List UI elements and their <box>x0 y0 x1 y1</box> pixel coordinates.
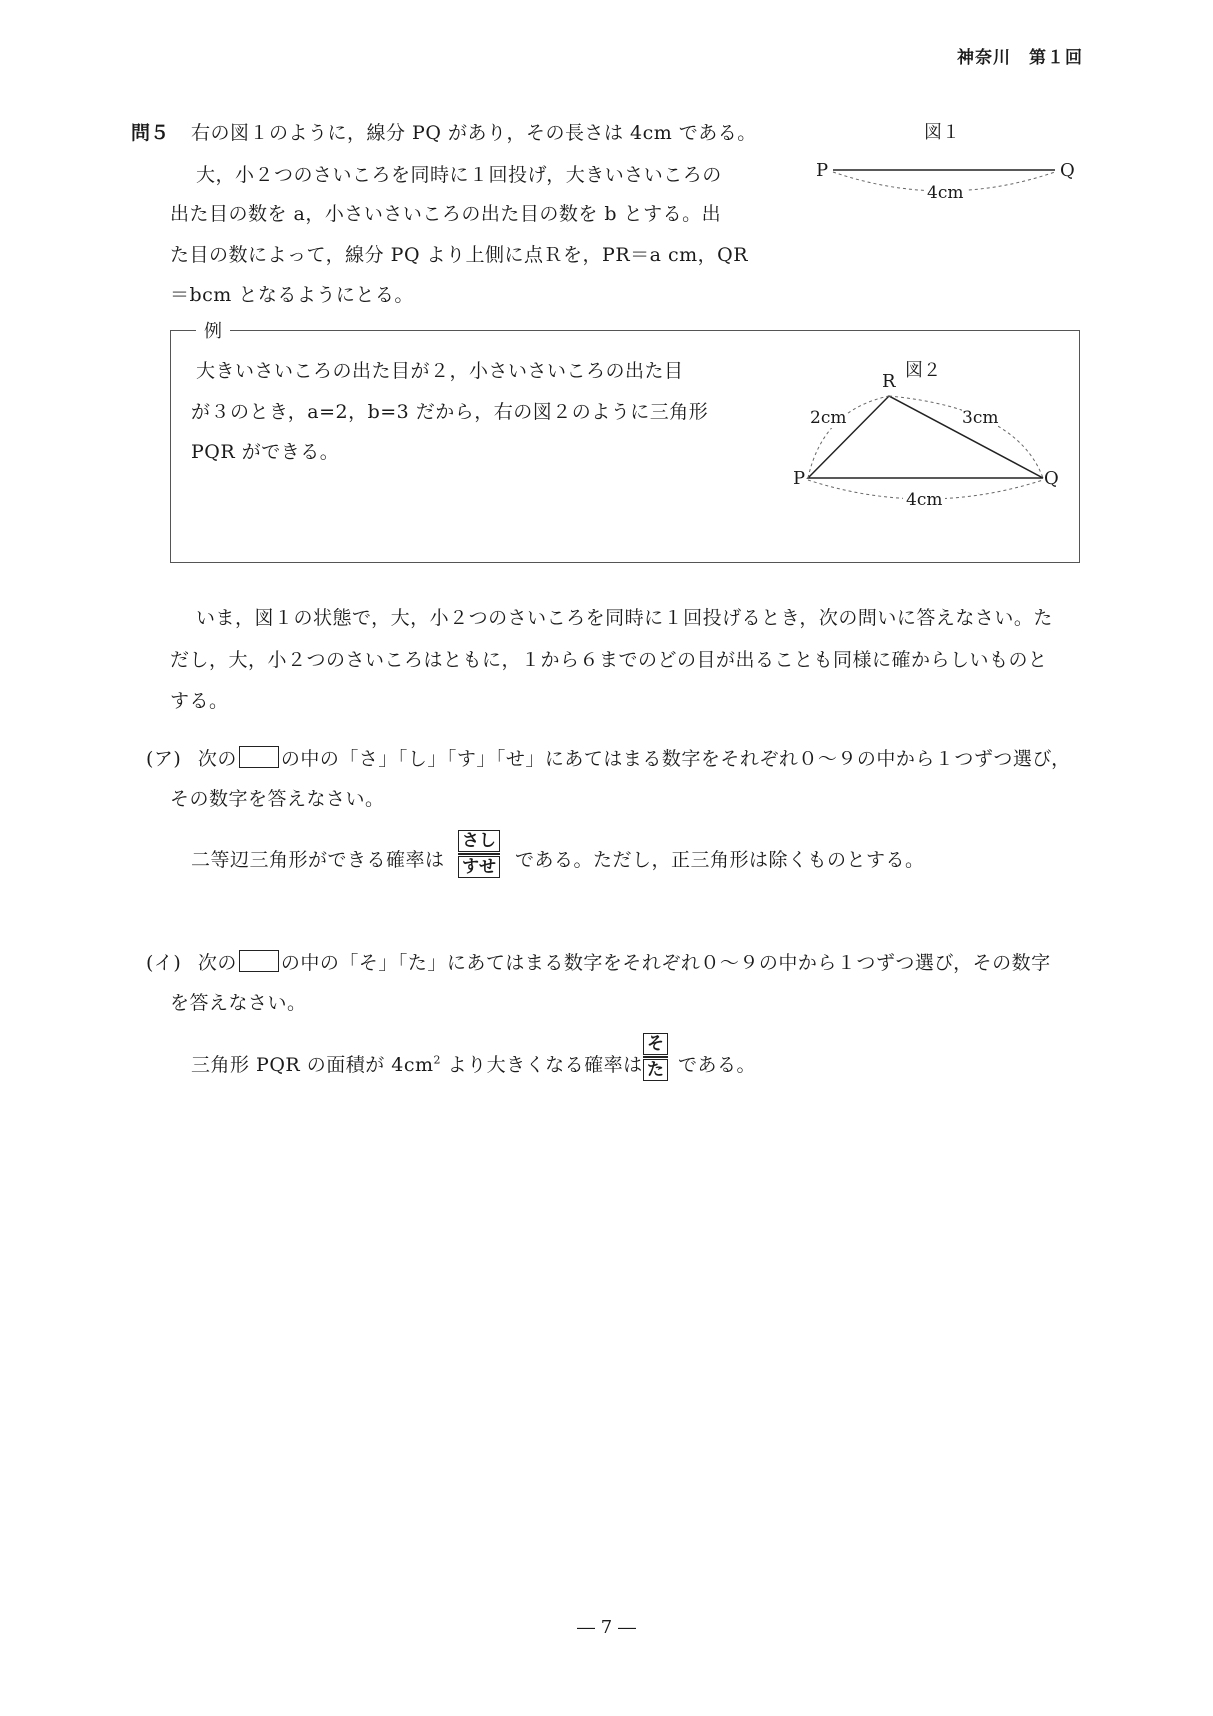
part-b-text-post: の中の「そ」「た」にあてはまる数字をそれぞれ０～９の中から１つずつ選び，その数字 <box>280 952 1051 974</box>
instruction-line-3: する。 <box>170 690 229 712</box>
part-b-text-pre: 次の <box>197 952 237 974</box>
intro-line-2: 大，小２つのさいころを同時に１回投げ，大きいさいころの <box>196 164 722 186</box>
answer-box-sashi[interactable]: さし <box>458 830 500 852</box>
part-a-text-pre: 次の <box>197 748 237 770</box>
part-a-statement-post: である。ただし，正三角形は除くものとする。 <box>515 849 925 871</box>
answer-box-ta[interactable]: た <box>643 1059 668 1081</box>
probability-fraction-a <box>458 830 500 878</box>
instruction-line-2: だし，大，小２つのさいころはともに，１から６までのどの目が出ることも同様に確からしいものと <box>170 649 1048 671</box>
example-line-3: PQR ができる。 <box>191 441 340 463</box>
part-a-label: (ア) <box>146 748 182 770</box>
figure-2-label-qr: 3cm <box>962 408 999 428</box>
figure-2-label-p: P <box>793 468 806 489</box>
part-b-line-1 <box>146 948 1051 975</box>
intro-line-5: ＝bcm となるようにとる。 <box>170 284 414 306</box>
part-b-statement-pre <box>191 1050 643 1077</box>
figure-1-label-q: Q <box>1060 160 1075 181</box>
fraction-bar <box>458 853 500 855</box>
intro-line-3: 出た目の数を a，小さいさいころの出た目の数を b とする。出 <box>170 203 722 225</box>
part-b-stmt-mid: より大きくなる確率は <box>441 1054 643 1076</box>
figure-2-label-r: R <box>882 371 896 392</box>
intro-line-4: た目の数によって，線分 PQ より上側に点Ｒを，PR＝a cm，QR <box>170 244 749 266</box>
example-label: 例 <box>196 317 230 343</box>
figure-1-caption: 図１ <box>924 122 960 143</box>
part-a-text-post: の中の「さ」「し」「す」「せ」にあてはまる数字をそれぞれ０～９の中から１つずつ選び， <box>280 748 1071 770</box>
figure-2-label-pq: 4cm <box>903 490 945 510</box>
example-line-2: が３のとき，a=2，b=3 だから，右の図２のように三角形 <box>191 401 709 423</box>
part-a-line-2: その数字を答えなさい。 <box>170 788 385 810</box>
instruction-line-1: いま，図１の状態で，大，小２つのさいころを同時に１回投げるとき，次の問いに答えなさい。た <box>196 607 1053 629</box>
answer-box-so[interactable]: そ <box>643 1033 668 1055</box>
figure-2-label-pr: 2cm <box>810 408 847 428</box>
fraction-bar <box>643 1056 668 1058</box>
part-b-statement-post: である。 <box>678 1054 757 1076</box>
part-b-stmt-start: 三角形 PQR の面積が 4cm <box>191 1054 434 1076</box>
intro-line-1: 右の図１のように，線分 PQ があり，その長さは 4cm である。 <box>191 122 757 144</box>
example-line-1: 大きいさいころの出た目が２，小さいさいころの出た目 <box>196 360 684 382</box>
part-a-line-1 <box>146 744 1071 771</box>
probability-fraction-b <box>643 1033 668 1081</box>
figure-1-label-p: P <box>816 160 829 181</box>
page-number: ― 7 ― <box>577 1617 636 1638</box>
exam-header: 神奈川 第１回 <box>957 48 1083 68</box>
figure-1-length-label: 4cm <box>924 183 966 203</box>
part-b-line-2: を答えなさい。 <box>170 992 307 1014</box>
answer-blank-box <box>239 746 279 768</box>
question-label: 問５ <box>131 122 170 144</box>
answer-box-suse[interactable]: すせ <box>458 856 500 878</box>
part-b-label: (イ) <box>146 952 182 974</box>
figure-2-caption: 図２ <box>905 360 941 381</box>
answer-blank-box <box>239 950 279 972</box>
squared-superscript: 2 <box>433 1053 442 1067</box>
figure-2-label-q: Q <box>1044 468 1059 489</box>
part-a-statement-pre: 二等辺三角形ができる確率は <box>191 849 445 871</box>
